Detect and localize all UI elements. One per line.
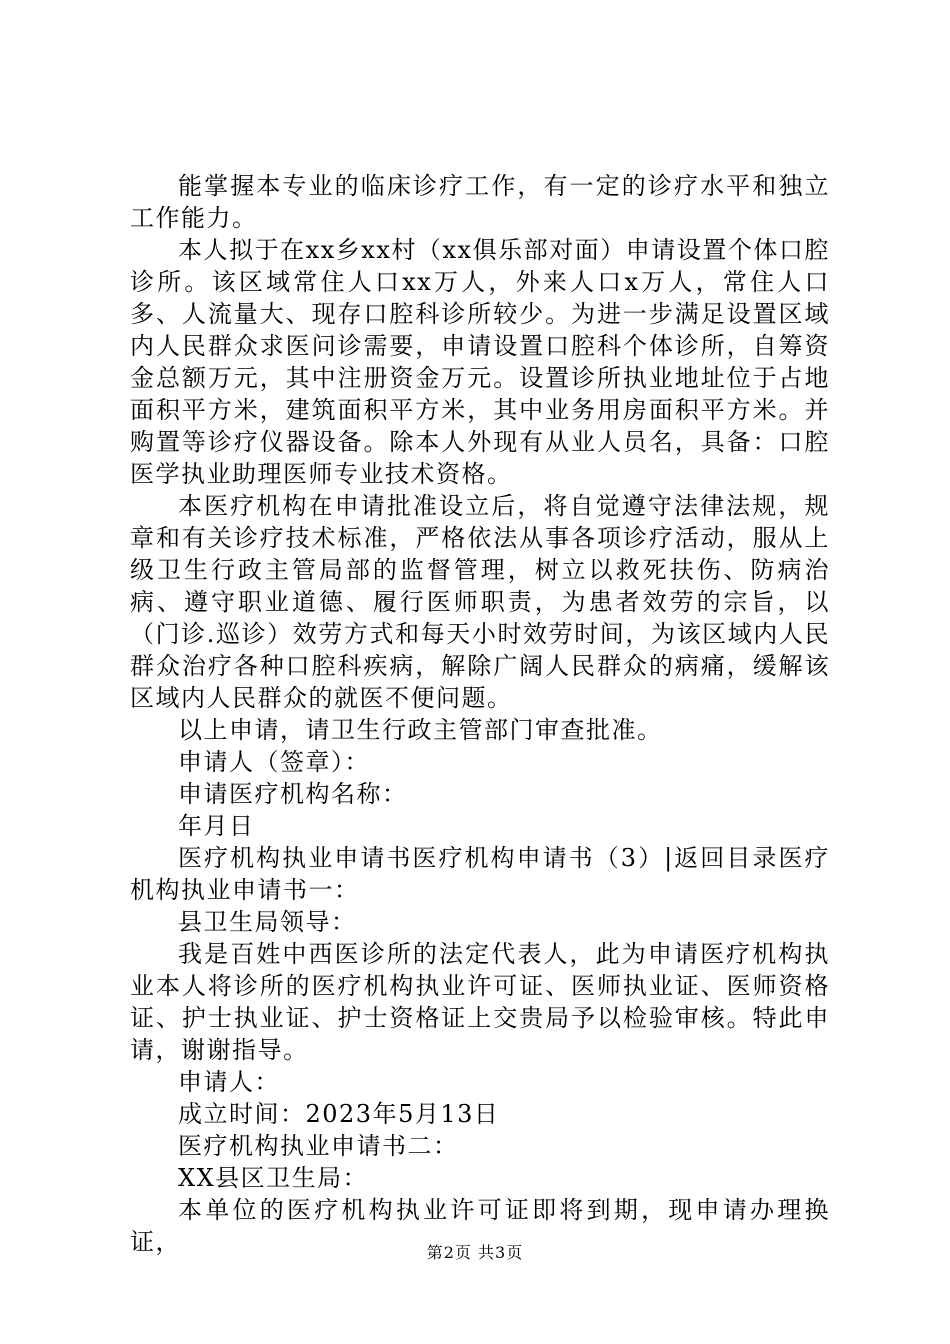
paragraph-2: 本人拟于在xx乡xx村（xx俱乐部对面）申请设置个体口腔诊所。该区域常住人口xx万人，外来人口x万人，常住人口多、人流量大、现存口腔科诊所较少。为进一步满足设置区域内人民群众求医问诊需要，申请设置口腔科个体诊所，自筹资金总额万元，其中注册资金万元。设置诊所执业地址位于占地面积平方米，建筑面积平方米，其中业务用房面积平方米。并购置等诊疗仪器设备。除本人外现有从业人员名，具备：口腔医学执业助理医师专业技术资格。 bbox=[130, 236, 830, 488]
paragraph-5: 我是百姓中西医诊所的法定代表人，此为申请医疗机构执业本人将诊所的医疗机构执业许可证、医师执业证、医师资格证、护士执业证、护士资格证上交贵局予以检验审核。特此申请，谢谢指导。 bbox=[130, 940, 830, 1064]
applicant-line: 申请人： bbox=[178, 1068, 280, 1096]
paragraph-3: 本医疗机构在申请批准设立后，将自觉遵守法律法规，规章和有关诊疗技术标准，严格依法从事各项诊疗活动，服从上级卫生行政主管局部的监督管理，树立以救死扶伤、防病治病、遵守职业道德、履行医师职责，为患者效劳的宗旨，以（门诊.巡诊）效劳方式和每天小时效劳时间，为该区域内人民群众治疗各种口腔科疾病，解除广阔人民群众的病痛，缓解该区域内人民群众的就医不便问题。 bbox=[130, 492, 830, 712]
established-date-line: 成立时间：2023年5月13日 bbox=[178, 1100, 500, 1128]
date-line: 年月日 bbox=[178, 812, 255, 840]
paragraph-4: 以上申请，请卫生行政主管部门审查批准。 bbox=[178, 716, 663, 744]
institution-name-line: 申请医疗机构名称： bbox=[178, 780, 408, 808]
letter-2-heading: 医疗机构执业申请书二： bbox=[178, 1132, 459, 1160]
paragraph-6: 本单位的医疗机构执业许可证即将到期，现申请办理换证， bbox=[130, 1196, 830, 1256]
salutation-2: XX县区卫生局： bbox=[178, 1164, 369, 1192]
salutation-1: 县卫生局领导： bbox=[178, 908, 357, 936]
page-number-footer: 第2页 共3页 bbox=[426, 1243, 524, 1262]
section-heading: 医疗机构执业申请书医疗机构申请书（3）|返回目录医疗机构执业申请书一： bbox=[130, 844, 830, 904]
paragraph-1: 能掌握本专业的临床诊疗工作，有一定的诊疗水平和独立工作能力。 bbox=[130, 172, 830, 232]
document-body bbox=[130, 170, 830, 1258]
applicant-signature-line: 申请人（签章）： bbox=[178, 748, 370, 776]
